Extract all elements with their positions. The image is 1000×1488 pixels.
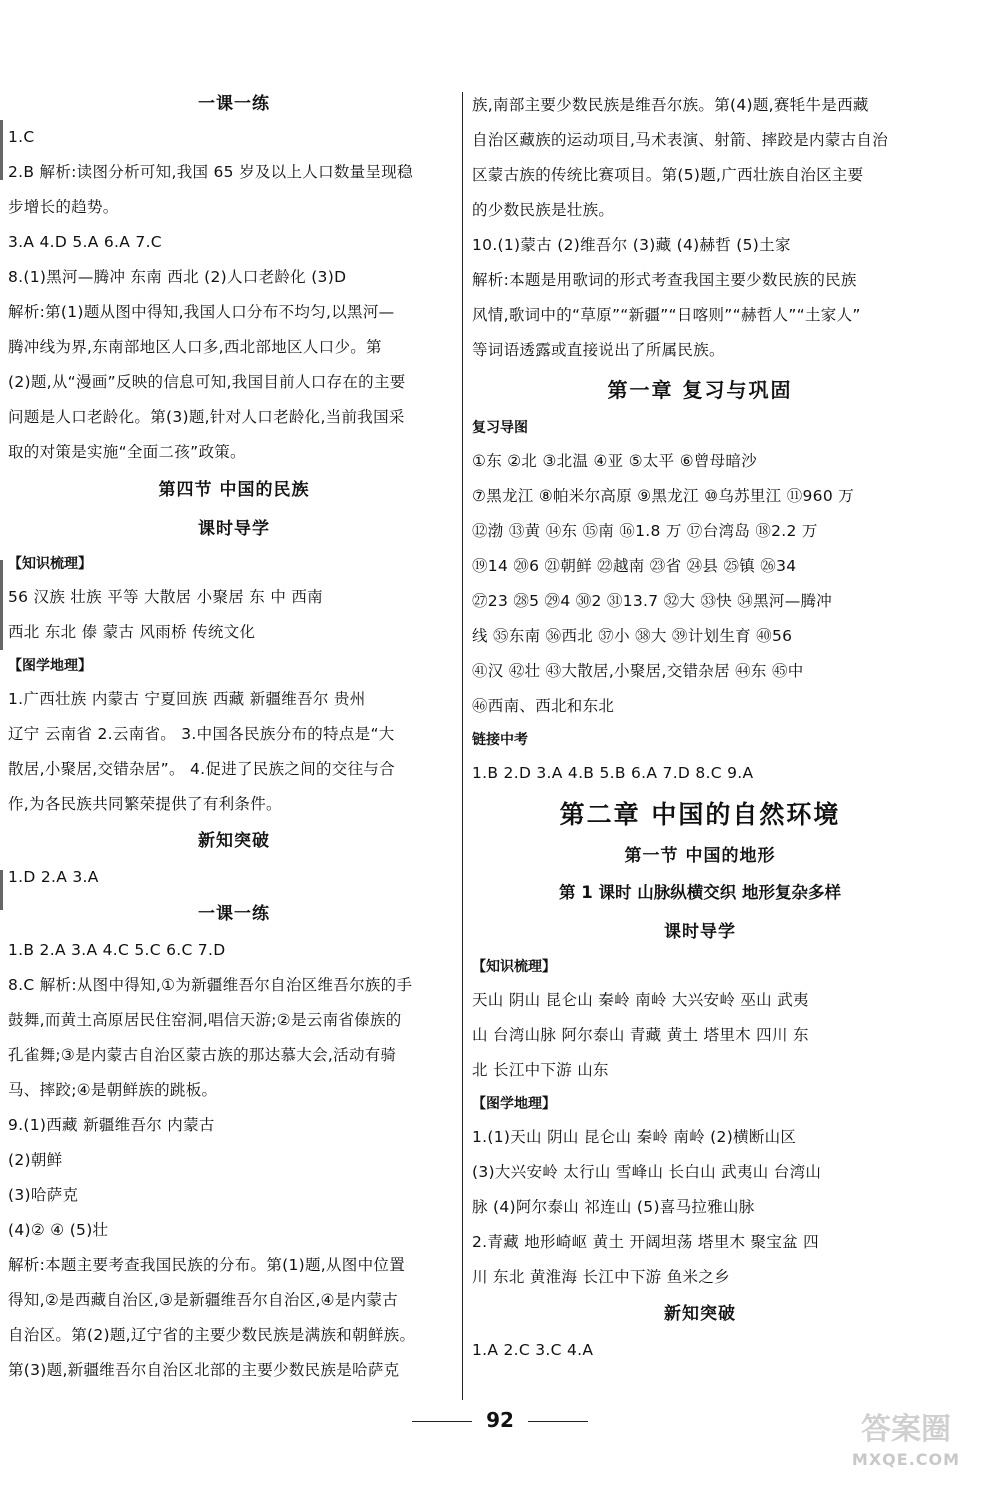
tag-heading: 【图学地理】 bbox=[8, 658, 92, 674]
explanation-line: 风情,歌词中的“草原”“新疆”“日喀则”“赫哲人”“土家人” bbox=[472, 306, 861, 324]
explanation-line: 解析:本题主要考查我国民族的分布。第(1)题,从图中位置 bbox=[8, 1256, 406, 1274]
answer-line: 鼓舞,而黄土高原居民住窑洞,唱信天游;②是云南省傣族的 bbox=[8, 1011, 402, 1029]
explanation-line: 的少数民族是壮族。 bbox=[472, 201, 615, 219]
review-map-line: ㊶汉 ㊷壮 ㊸大散居,小聚居,交错杂居 ㊹东 ㊺中 bbox=[472, 662, 804, 680]
review-map-line: ⑦黑龙江 ⑧帕米尔高原 ⑨黑龙江 ⑩乌苏里江 ⑪960 万 bbox=[472, 487, 855, 505]
explanation-line: 解析:本题是用歌词的形式考查我国主要少数民族的民族 bbox=[472, 271, 857, 289]
lesson-title: 第 1 课时 山脉纵横交织 地形复杂多样 bbox=[559, 883, 841, 902]
review-map-line: ①东 ②北 ③北温 ④亚 ⑤太平 ⑥曾母暗沙 bbox=[472, 452, 758, 470]
answer-line: (3)哈萨克 bbox=[8, 1186, 79, 1204]
watermark-top: 答案圈 bbox=[861, 1412, 951, 1447]
answer-line: 1.A 2.C 3.C 4.A bbox=[472, 1341, 594, 1359]
explanation-line: 腾冲线为界,东南部地区人口多,西北部地区人口少。第 bbox=[8, 338, 382, 356]
tag-heading: 链接中考 bbox=[472, 732, 528, 748]
answer-line: 山 台湾山脉 阿尔泰山 青藏 黄土 塔里木 四川 东 bbox=[472, 1026, 809, 1044]
answer-line: 西北 东北 傣 蒙古 风雨桥 传统文化 bbox=[8, 623, 256, 641]
answer-line: 2.B 解析:读图分析可知,我国 65 岁及以上人口数量呈现稳 bbox=[8, 163, 413, 181]
explanation-line: 族,南部主要少数民族是维吾尔族。第(4)题,赛牦牛是西藏 bbox=[472, 96, 869, 114]
answer-line: 作,为各民族共同繁荣提供了有利条件。 bbox=[8, 795, 282, 813]
review-map-line: ⑫渤 ⑬黄 ⑭东 ⑮南 ⑯1.8 万 ⑰台湾岛 ⑱2.2 万 bbox=[472, 522, 818, 540]
tag-heading: 复习导图 bbox=[472, 420, 528, 436]
watermark-logo bbox=[826, 1410, 986, 1482]
explanation-line: 区蒙古族的传统比赛项目。第(5)题,广西壮族自治区主要 bbox=[472, 166, 864, 184]
answer-line: (4)② ④ (5)壮 bbox=[8, 1221, 109, 1239]
answer-line: 天山 阴山 昆仑山 秦岭 南岭 大兴安岭 巫山 武夷 bbox=[472, 991, 809, 1009]
scan-edge-mark bbox=[0, 870, 3, 910]
explanation-line: 自治区。第(2)题,辽宁省的主要少数民族是满族和朝鲜族。 bbox=[8, 1326, 416, 1344]
page-number-rule-left bbox=[412, 1421, 472, 1423]
answer-line: 北 长江中下游 山东 bbox=[472, 1061, 609, 1079]
scan-edge-mark bbox=[0, 560, 3, 650]
answer-line: 2.青藏 地形崎岖 黄土 开阔坦荡 塔里木 聚宝盆 四 bbox=[472, 1233, 819, 1251]
answer-line: 1.B 2.A 3.A 4.C 5.C 6.C 7.D bbox=[8, 941, 226, 959]
watermark-bottom: MXQE.COM bbox=[851, 1450, 961, 1469]
tag-heading: 【图学地理】 bbox=[472, 1096, 556, 1112]
explanation-line: 自治区藏族的运动项目,马术表演、射箭、摔跤是内蒙古自治 bbox=[472, 131, 889, 149]
section-title: 第四节 中国的民族 bbox=[158, 480, 310, 500]
review-map-line: 线 ㉟东南 ㊱西北 ㊲小 ㊳大 ㊴计划生育 ㊵56 bbox=[472, 627, 793, 645]
answer-line: 3.A 4.D 5.A 6.A 7.C bbox=[8, 233, 162, 251]
answer-line: 散居,小聚居,交错杂居”。 4.促进了民族之间的交往与合 bbox=[8, 760, 396, 778]
subsection-heading: 课时导学 bbox=[198, 519, 270, 539]
explanation-line: 解析:第(1)题从图中得知,我国人口分布不均匀,以黑河— bbox=[8, 303, 395, 321]
answer-line: 川 东北 黄淮海 长江中下游 鱼米之乡 bbox=[472, 1268, 730, 1286]
section-title: 第一节 中国的地形 bbox=[624, 846, 776, 866]
answer-line: 1.D 2.A 3.A bbox=[8, 868, 99, 886]
answer-line: 步增长的趋势。 bbox=[8, 198, 119, 216]
review-map-line: ⑲14 ⑳6 ㉑朝鲜 ㉒越南 ㉓省 ㉔县 ㉕镇 ㉖34 bbox=[472, 557, 797, 575]
column-divider bbox=[462, 92, 463, 1400]
subsection-heading: 新知突破 bbox=[664, 1304, 736, 1324]
answer-line: 1.C bbox=[8, 128, 35, 146]
tag-heading: 【知识梳理】 bbox=[8, 556, 92, 572]
explanation-line: 取的对策是实施“全面二孩”政策。 bbox=[8, 443, 246, 461]
chapter-review-title: 第一章 复习与巩固 bbox=[607, 378, 793, 402]
answer-line: 马、摔跤;④是朝鲜族的跳板。 bbox=[8, 1081, 218, 1099]
left-column bbox=[8, 88, 460, 1388]
answer-line: 9.(1)西藏 新疆维吾尔 内蒙古 bbox=[8, 1116, 215, 1134]
section-heading: 一课一练 bbox=[198, 94, 270, 114]
answer-line: 8.(1)黑河—腾冲 东南 西北 (2)人口老龄化 (3)D bbox=[8, 268, 347, 286]
answer-line: (3)大兴安岭 太行山 雪峰山 长白山 武夷山 台湾山 bbox=[472, 1163, 822, 1181]
scan-edge-mark bbox=[0, 120, 3, 180]
answer-line: 1.(1)天山 阴山 昆仑山 秦岭 南岭 (2)横断山区 bbox=[472, 1128, 797, 1146]
explanation-line: 问题是人口老龄化。第(3)题,针对人口老龄化,当前我国采 bbox=[8, 408, 405, 426]
subsection-heading: 新知突破 bbox=[198, 831, 270, 851]
answer-line: 辽宁 云南省 2.云南省。 3.中国各民族分布的特点是“大 bbox=[8, 725, 395, 743]
page-number-rule-right bbox=[528, 1421, 588, 1423]
answer-line: 56 汉族 壮族 平等 大散居 小聚居 东 中 西南 bbox=[8, 588, 323, 606]
subsection-heading: 一课一练 bbox=[198, 904, 270, 924]
answer-line: 1.B 2.D 3.A 4.B 5.B 6.A 7.D 8.C 9.A bbox=[472, 764, 754, 782]
explanation-line: 等词语透露或直接说出了所属民族。 bbox=[472, 341, 725, 359]
review-map-line: ㉗23 ㉘5 ㉙4 ㉚2 ㉛13.7 ㉜大 ㉝快 ㉞黑河—腾冲 bbox=[472, 592, 833, 610]
answer-line: 孔雀舞;③是内蒙古自治区蒙古族的那达慕大会,活动有骑 bbox=[8, 1046, 397, 1064]
answer-line: 8.C 解析:从图中得知,①为新疆维吾尔自治区维吾尔族的手 bbox=[8, 976, 413, 994]
right-column bbox=[472, 88, 928, 1368]
page-number-text: 92 bbox=[486, 1408, 514, 1432]
answer-line: 10.(1)蒙古 (2)维吾尔 (3)藏 (4)赫哲 (5)土家 bbox=[472, 236, 791, 254]
explanation-line: (2)题,从“漫画”反映的信息可知,我国目前人口存在的主要 bbox=[8, 373, 406, 391]
answer-line: 1.广西壮族 内蒙古 宁夏回族 西藏 新疆维吾尔 贵州 bbox=[8, 690, 366, 708]
explanation-line: 第(3)题,新疆维吾尔自治区北部的主要少数民族是哈萨克 bbox=[8, 1361, 400, 1379]
chapter-title: 第二章 中国的自然环境 bbox=[559, 800, 841, 829]
tag-heading: 【知识梳理】 bbox=[472, 959, 556, 975]
answer-line: (2)朝鲜 bbox=[8, 1151, 63, 1169]
explanation-line: 得知,②是西藏自治区,③是新疆维吾尔自治区,④是内蒙古 bbox=[8, 1291, 399, 1309]
subsection-heading: 课时导学 bbox=[664, 922, 736, 942]
answer-line: 脉 (4)阿尔泰山 祁连山 (5)喜马拉雅山脉 bbox=[472, 1198, 755, 1216]
review-map-line: ㊻西南、西北和东北 bbox=[472, 697, 615, 715]
